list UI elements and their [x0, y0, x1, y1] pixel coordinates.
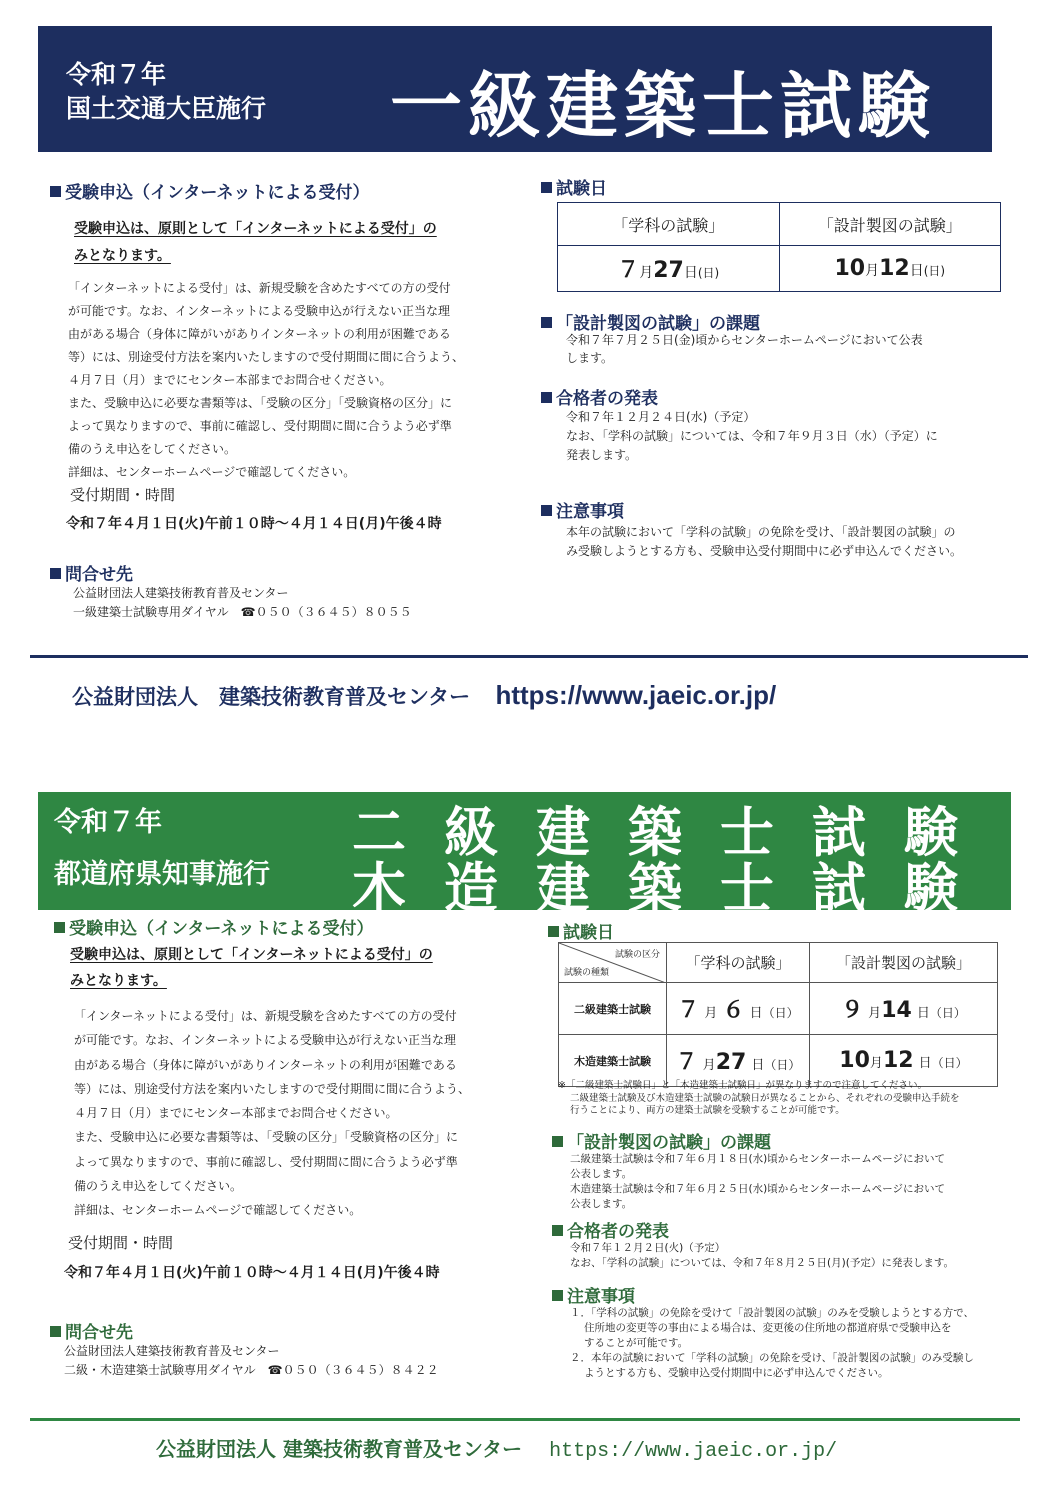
top-apply-heading: 受験申込（インターネットによる受付）	[50, 178, 369, 203]
bottom-assignment-heading: 「設計製図の試験」の課題	[552, 1128, 771, 1153]
bottom-results-text: 令和７年１２月２日(火)（予定） なお、「学科の試験」については、令和７年８月２５日(月)(予定）に発表します。	[570, 1242, 954, 1269]
bottom-date-2kyu-drafting: ９ 月14 日（日）	[810, 983, 998, 1035]
top-col-written: 「学科の試験」	[558, 203, 780, 246]
corner-bottom-label: 試験の種類	[564, 968, 610, 978]
square-bullet-icon	[552, 1290, 563, 1301]
top-banner-era: 令和７年	[66, 60, 167, 89]
top-apply-lead-1: 受験申込は、原則として「インターネットによる受付」の	[74, 221, 437, 237]
bottom-exam-date-note: ※「二級建築士試験日」と「木造建築士試験日」が異なりますので注意してください。 二級建築士試験及び木造建築士試験の試験日が異なることから、それぞれの受験申込手続を 行うことにより、両方の建築士試験を受験することが可能です。	[558, 1080, 960, 1116]
top-col-drafting: 「設計製図の試験」	[779, 203, 1001, 246]
bottom-period: 令和７年４月１日(火)午前１０時～４月１４日(月)午後４時	[64, 1265, 440, 1281]
top-contact-dial: 一級建築士試験専用ダイヤル ☎０５０（３６４５）８０５５	[73, 605, 412, 619]
top-banner	[38, 26, 992, 152]
square-bullet-icon	[541, 505, 552, 516]
bottom-exam-date-table	[558, 942, 998, 1087]
top-date-written: ７月27日(日)	[558, 246, 780, 292]
bottom-apply-heading: 受験申込（インターネットによる受付）	[54, 914, 373, 939]
bottom-apply-lead-2: みとなります。	[70, 973, 167, 989]
bottom-footer-org: 公益財団法人 建築技術教育普及センター	[156, 1437, 523, 1461]
bottom-banner-authority: 都道府県知事施行	[54, 859, 270, 890]
square-bullet-icon	[54, 922, 65, 933]
top-footer	[72, 680, 776, 711]
bottom-banner-title-1: 二級建築士試験	[352, 800, 996, 864]
top-contact-heading: 問合せ先	[50, 560, 133, 585]
top-contact-org: 公益財団法人建築技術教育普及センター	[73, 586, 289, 600]
bottom-date-wood-written: ７ 月27 日（日）	[667, 1035, 810, 1087]
square-bullet-icon	[552, 1136, 563, 1147]
top-banner-authority: 国土交通大臣施行	[66, 94, 267, 123]
bottom-corner-cell	[559, 943, 667, 983]
top-results-text: 令和７年１２月２４日(水)（予定） なお、「学科の試験」については、令和７年９月３日（水）（予定）に 発表します。	[566, 410, 938, 462]
bottom-col-written: 「学科の試験」	[667, 943, 810, 983]
top-notes-heading: 注意事項	[541, 497, 624, 522]
bottom-assignment-text: 二級建築士試験は令和７年６月１８日(水)頃からセンターホームページにおいて 公表します。 木造建築士試験は令和７年６月２５日(水)頃からセンターホームページにおいて 公表します。	[570, 1153, 946, 1210]
bottom-banner-era: 令和７年	[54, 807, 162, 838]
bottom-footer-url[interactable]: https://www.jaeic.or.jp/	[549, 1440, 838, 1463]
bottom-contact-heading: 問合せ先	[50, 1318, 133, 1343]
square-bullet-icon	[541, 392, 552, 403]
bottom-contact-dial: 二級・木造建築士試験専用ダイヤル ☎０５０（３６４５）８４２２	[64, 1363, 439, 1377]
top-assignment-heading: 「設計製図の試験」の課題	[541, 309, 760, 334]
top-date-drafting: 10月12日(日)	[779, 246, 1001, 292]
bottom-notes-text: １．「学科の試験」の免除を受けて「設計製図の試験」のみを受験しようとする方で、 住所地の変更等の事由による場合は、変更後の住所地の都道府県で受験申込を することが可能です。 ２．本年の試験において「学科の試験」の免除を受け、「設計製図の試験」のみ受験し ようとする方も、受験申込受付期間中に必ず申込んでください。	[570, 1307, 975, 1379]
top-divider	[30, 655, 1028, 658]
bottom-exam-date-heading: 試験日	[548, 918, 614, 943]
bottom-notes-heading: 注意事項	[552, 1282, 635, 1307]
bottom-contact-org: 公益財団法人建築技術教育普及センター	[64, 1344, 280, 1358]
bottom-banner	[38, 792, 1011, 920]
top-footer-url[interactable]: https://www.jaeic.or.jp/	[495, 680, 777, 710]
bottom-date-wood-drafting: 10月12 日（日）	[810, 1035, 998, 1087]
bottom-results-heading: 合格者の発表	[552, 1217, 669, 1242]
square-bullet-icon	[548, 926, 559, 937]
corner-top-label: 試験の区分	[614, 950, 660, 960]
square-bullet-icon	[552, 1225, 563, 1236]
top-footer-org: 公益財団法人 建築技術教育普及センター	[72, 685, 471, 709]
bottom-footer	[156, 1433, 837, 1463]
square-bullet-icon	[50, 186, 61, 197]
bottom-period-label: 受付期間・時間	[68, 1234, 174, 1252]
square-bullet-icon	[541, 182, 552, 193]
top-banner-title: 一級建築士試験	[390, 63, 937, 148]
top-assignment-text: 令和７年７月２５日(金)頃からセンターホームページにおいて公表 します。	[566, 333, 923, 365]
bottom-row-wooden: 木造建築士試験	[559, 1035, 667, 1087]
top-period-label: 受付期間・時間	[70, 486, 176, 504]
square-bullet-icon	[50, 568, 61, 579]
bottom-row-second-class: 二級建築士試験	[559, 983, 667, 1035]
top-apply-lead-2: みとなります。	[74, 248, 171, 264]
top-period: 令和７年４月１日(火)午前１０時～４月１４日(月)午後４時	[66, 516, 442, 532]
bottom-col-drafting: 「設計製図の試験」	[810, 943, 998, 983]
square-bullet-icon	[50, 1326, 61, 1337]
top-exam-date-heading: 試験日	[541, 174, 607, 199]
bottom-banner-title-2: 木造建築士試験	[352, 856, 996, 920]
top-apply-body: 「インターネットによる受付」は、新規受験を含めたすべての方の受付 が可能です。なお、インターネットによる受験申込が行えない正当な理 由がある場合（身体に障がいがありインターネットの利用が困難である 等）には、別途受付方法を案内いたしますので受付期間に間に合うよう、 ４月７日（月）までにセンター本部までお問合せください。 また、受験申込に必要な書類等は、「受験の区分」「受験資格の区分」に よって異なりますので、事前に確認し、受付期間に間に合うよう必ず準 備のうえ申込をしてください。 詳細は、センターホームページで確認してください。	[68, 281, 465, 479]
bottom-apply-body: 「インターネットによる受付」は、新規受験を含めたすべての方の受付 が可能です。なお、インターネットによる受験申込が行えない正当な理 由がある場合（身体に障がいがありインターネットの利用が困難である 等）には、別途受付方法を案内いたしますので受付期間に間に合うよう、 ４月７日（月）までにセンター本部までお問合せください。 また、受験申込に必要な書類等は、「受験の区分」「受験資格の区分」に よって異なりますので、事前に確認し、受付期間に間に合うよう必ず準 備のうえ申込をしてください。 詳細は、センターホームページで確認してください。	[74, 1009, 471, 1218]
top-exam-date-table	[557, 202, 1001, 292]
square-bullet-icon	[541, 317, 552, 328]
top-notes-text: 本年の試験において「学科の試験」の免除を受け、「設計製図の試験」の み受験しようとする方も、受験申込受付期間中に必ず申込んでください。	[566, 525, 963, 558]
bottom-apply-lead-1: 受験申込は、原則として「インターネットによる受付」の	[70, 947, 433, 963]
bottom-divider	[30, 1418, 1020, 1421]
top-results-heading: 合格者の発表	[541, 384, 658, 409]
bottom-date-2kyu-written: ７ 月 ６ 日（日）	[667, 983, 810, 1035]
